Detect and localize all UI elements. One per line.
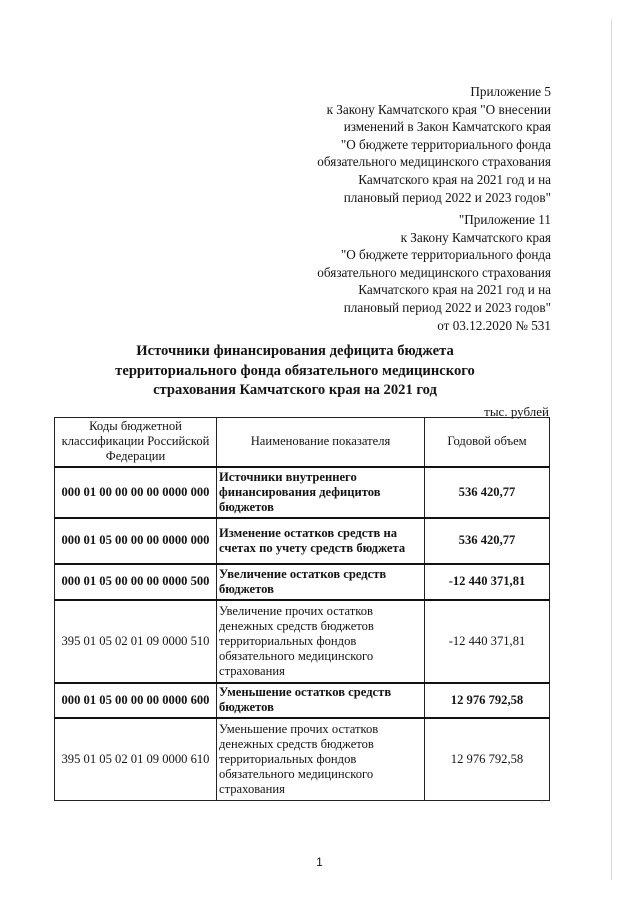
- annex-header-line: плановый период 2022 и 2023 годов": [343, 189, 551, 205]
- row-volume: 12 976 792,58: [425, 718, 550, 801]
- table-row: [55, 683, 550, 718]
- row-name: Источники внутреннего финансирования дефицитов бюджетов: [217, 467, 425, 518]
- table-row: [55, 518, 550, 564]
- table-row: [55, 718, 550, 801]
- annex-original-line: плановый период 2022 и 2023 годов": [343, 299, 551, 315]
- units-label: тыс. рублей: [484, 404, 549, 419]
- document-title-line: территориального фонда обязательного медицинского: [115, 362, 475, 379]
- row-volume: 536 420,77: [425, 467, 550, 518]
- row-code: 000 01 05 00 00 00 0000 000: [55, 518, 217, 564]
- row-name: Увеличение остатков средств бюджетов: [217, 564, 425, 600]
- annex-header: [317, 83, 551, 206]
- table-row: [55, 467, 550, 518]
- scan-edge-line: [611, 20, 612, 880]
- annex-header-line: "О бюджете территориального фонда: [340, 136, 551, 152]
- row-name: Изменение остатков средств на счетах по учету средств бюджета: [217, 518, 425, 564]
- row-code: 000 01 05 00 00 00 0000 500: [55, 564, 217, 600]
- annex-header-line: к Закону Камчатского края "О внесении: [326, 101, 551, 117]
- annex-original-line: "Приложение 11: [458, 212, 551, 227]
- row-name: Уменьшение прочих остатков денежных средств бюджетов территориальных фондов обязательного медицинского страхования: [217, 718, 425, 801]
- document-title: [95, 342, 495, 401]
- annex-original: [317, 211, 551, 334]
- annex-header-line: Приложение 5: [470, 84, 551, 99]
- header-volume: Годовой объем: [425, 418, 550, 467]
- table-row: [55, 564, 550, 600]
- row-code: 000 01 05 00 00 00 0000 600: [55, 683, 217, 718]
- budget-sources-table: [54, 417, 550, 801]
- scan-mark: ·: [541, 800, 543, 807]
- row-volume: 12 976 792,58: [425, 683, 550, 718]
- annex-original-line: к Закону Камчатского края: [400, 229, 551, 245]
- row-name: Уменьшение остатков средств бюджетов: [217, 683, 425, 718]
- header-code: Коды бюджетной классификации Российской Федерации: [55, 418, 217, 467]
- page-number: 1: [316, 855, 323, 869]
- annex-header-line: изменений в Закон Камчатского края: [343, 119, 551, 135]
- annex-original-line: обязательного медицинского страхования: [317, 264, 551, 280]
- row-volume: -12 440 371,81: [425, 600, 550, 683]
- row-code: 395 01 05 02 01 09 0000 610: [55, 718, 217, 801]
- row-code: 395 01 05 02 01 09 0000 510: [55, 600, 217, 683]
- table-row: [55, 600, 550, 683]
- annex-original-line: от 03.12.2020 № 531: [437, 317, 551, 333]
- annex-header-line: обязательного медицинского страхования: [317, 154, 551, 170]
- document-title-line: Источники финансирования дефицита бюджета: [136, 343, 454, 359]
- row-name: Увеличение прочих остатков денежных средств бюджетов территориальных фондов обязательного медицинского страхования: [217, 600, 425, 683]
- annex-original-line: Камчатского края на 2021 год и на: [358, 282, 551, 298]
- document-title-line: страхования Камчатского края на 2021 год: [153, 382, 437, 398]
- annex-header-line: Камчатского края на 2021 год и на: [358, 171, 551, 187]
- table-header-row: [55, 418, 550, 467]
- annex-original-line: "О бюджете территориального фонда: [340, 247, 551, 263]
- row-code: 000 01 00 00 00 00 0000 000: [55, 467, 217, 518]
- row-volume: -12 440 371,81: [425, 564, 550, 600]
- row-volume: 536 420,77: [425, 518, 550, 564]
- header-name: Наименование показателя: [217, 418, 425, 467]
